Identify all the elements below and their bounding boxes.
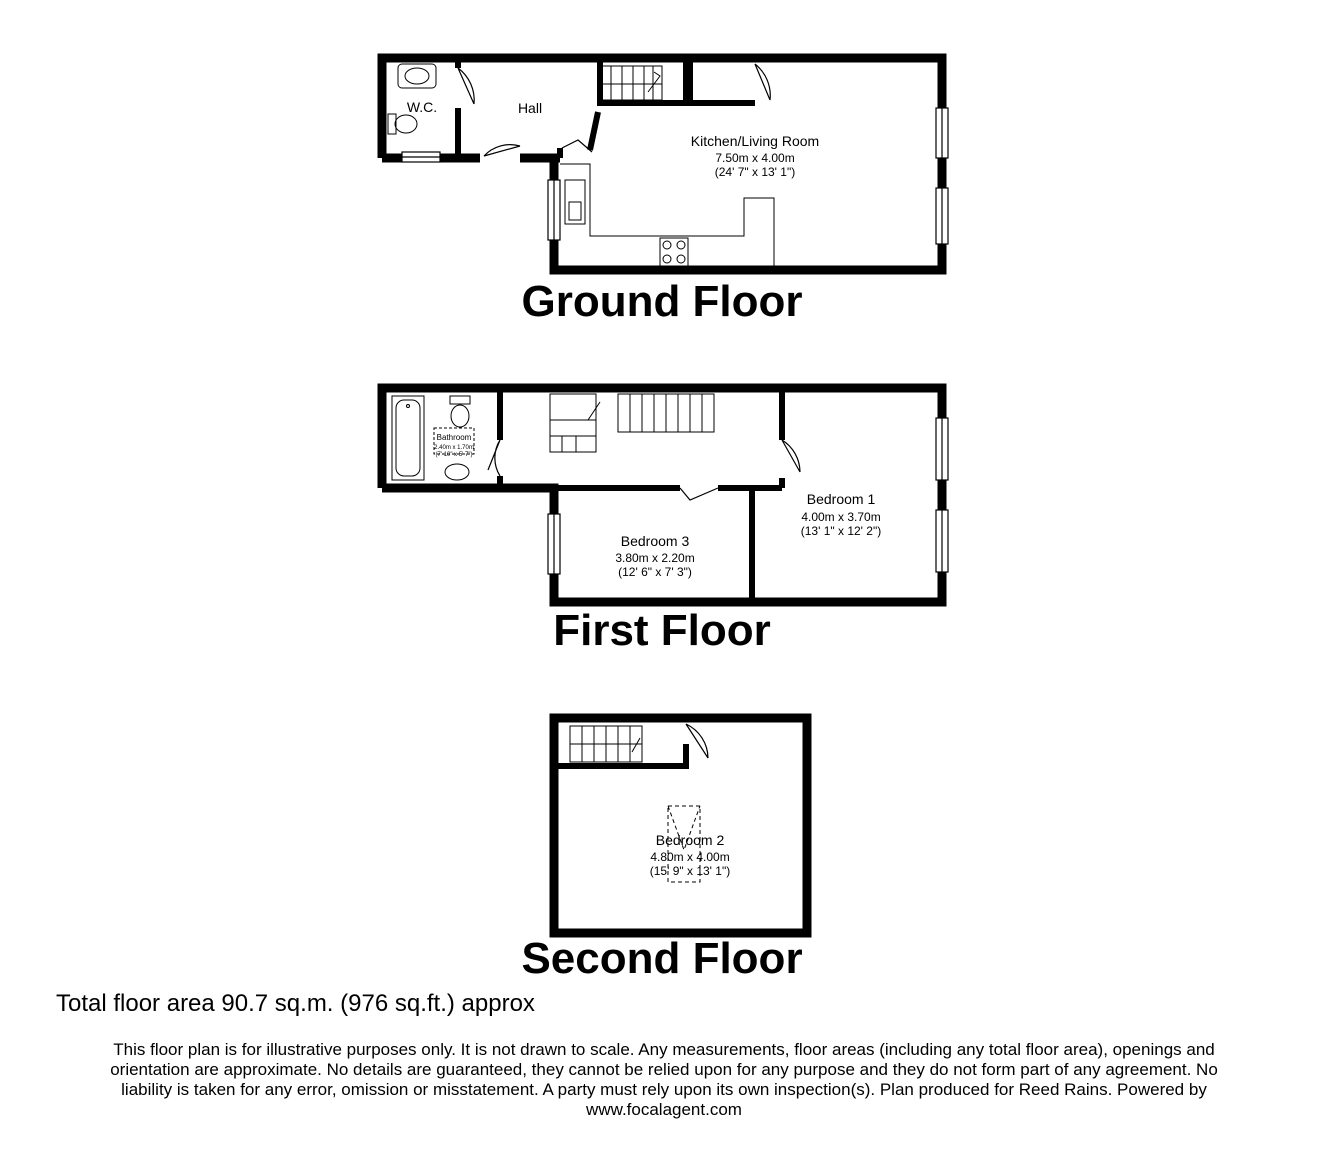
bedroom2-name: Bedroom 2	[655, 832, 725, 848]
ground-floor-title: Ground Floor	[521, 277, 803, 326]
disclaimer-line: www.focalagent.com	[586, 1100, 742, 1119]
total-floor-area: Total floor area 90.7 sq.m. (976 sq.ft.) approx	[56, 990, 535, 1017]
ground-cupboard-wall	[690, 58, 755, 103]
bathroom-imperial: (7' 10" x 5' 7")	[435, 452, 473, 458]
wc-label: W.C.	[406, 99, 438, 115]
bathroom-metric: 2.40m x 1.70m	[434, 445, 474, 451]
disclaimer-line: liability is taken for any error, omission or misstatement. A party must rely upon its own inspection(s). Plan produced for Reed Rains. Powered by	[121, 1080, 1207, 1099]
first-windows	[548, 418, 948, 574]
bedroom1-name: Bedroom 1	[806, 491, 876, 507]
first-stairs	[550, 394, 714, 452]
bedroom2-imperial: (15' 9" x 13' 1")	[649, 864, 731, 878]
kitchen-worktop	[560, 164, 774, 266]
bedroom1-metric: 4.00m x 3.70m	[801, 510, 881, 524]
bathroom-door	[488, 440, 500, 476]
bedroom2-metric: 4.80m x 4.00m	[650, 850, 730, 864]
second-floor-outer-wall	[554, 718, 807, 933]
ground-stairs	[600, 66, 662, 100]
cupboard-door	[755, 64, 770, 100]
second-stair-door	[686, 724, 708, 758]
ground-stair-wall	[600, 58, 686, 103]
wc-door	[458, 68, 474, 104]
disclaimer	[40, 1040, 1288, 1120]
bedroom3-metric: 3.80m x 2.20m	[615, 551, 695, 565]
bedroom3-door	[680, 488, 718, 500]
second-floor-plan	[554, 718, 807, 933]
front-door	[484, 145, 520, 156]
kitchen-imperial: (24' 7" x 13' 1")	[714, 165, 796, 179]
kitchen-door	[562, 140, 592, 152]
bedroom3-name: Bedroom 3	[620, 533, 690, 549]
bedroom3-imperial: (12' 6" x 7' 3")	[618, 565, 692, 579]
first-floor-title: First Floor	[553, 606, 771, 655]
ground-floor-plan	[382, 58, 948, 270]
disclaimer-line: This floor plan is for illustrative purposes only. It is not drawn to scale. Any measurements, floor areas (including any total floor area), openings and	[113, 1040, 1215, 1059]
kitchen-name: Kitchen/Living Room	[690, 133, 820, 149]
kitchen-metric: 7.50m x 4.00m	[715, 151, 795, 165]
bathroom-name: Bathroom	[436, 433, 472, 442]
stair-landing-wall	[554, 744, 686, 766]
disclaimer-line: orientation are approximate. No details are guaranteed, they cannot be relied upon for any purpose and they do not form part of any agreement. No	[110, 1060, 1218, 1079]
hall-kitchen-wall	[560, 112, 598, 158]
ground-windows	[402, 108, 948, 244]
bedroom1-door	[782, 440, 800, 472]
second-floor-title: Second Floor	[521, 934, 803, 983]
hall-label: Hall	[517, 100, 543, 116]
second-stairs	[570, 726, 642, 762]
bedroom1-imperial: (13' 1" x 12' 2")	[800, 524, 882, 538]
